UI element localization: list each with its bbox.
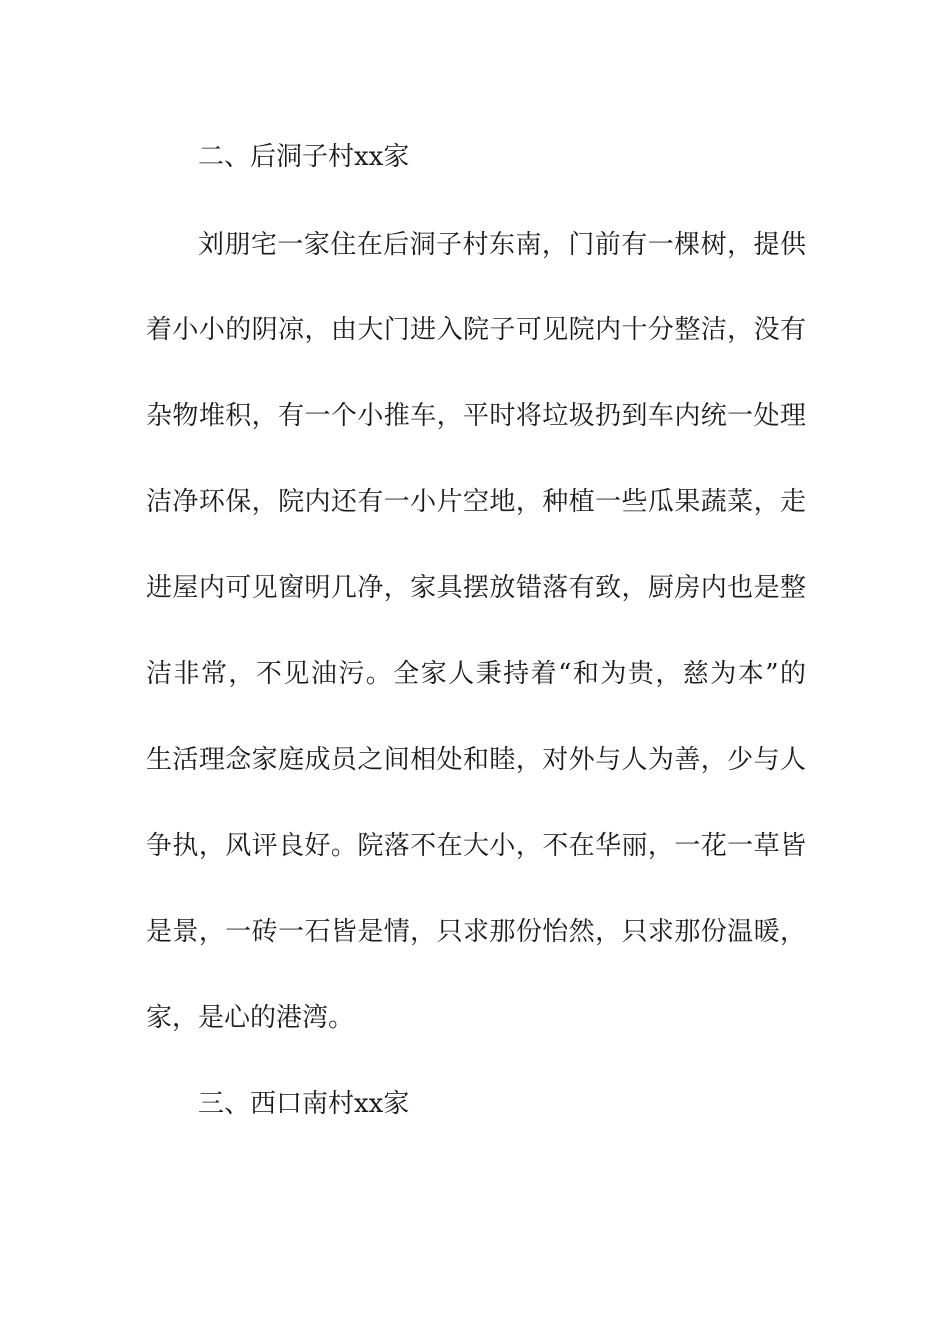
paragraph-line-5: 进屋内可见窗明几净，家具摆放错落有致，厨房内也是整 — [146, 573, 806, 603]
paragraph-line-2: 着小小的阴凉，由大门进入院子可见院内十分整洁，没有 — [146, 315, 806, 345]
paragraph-line-3: 杂物堆积，有一个小推车，平时将垃圾扔到车内统一处理 — [146, 401, 806, 431]
paragraph-line-4: 洁净环保，院内还有一小片空地，种植一些瓜果蔬菜，走 — [146, 487, 806, 517]
paragraph-line-7: 生活理念家庭成员之间相处和睦，对外与人为善，少与人 — [146, 745, 806, 775]
paragraph-line-8: 争执，风评良好。院落不在大小，不在华丽，一花一草皆 — [146, 831, 806, 861]
paragraph-line-10: 家，是心的港湾。 — [146, 1003, 355, 1033]
paragraph-line-9: 是景，一砖一石皆是情，只求那份怡然，只求那份温暖， — [146, 917, 806, 947]
paragraph-line-1: 刘朋宅一家住在后洞子村东南，门前有一棵树，提供 — [198, 230, 806, 260]
paragraph-line-6: 洁非常，不见油污。全家人秉持着“和为贵，慈为本”的 — [146, 659, 806, 689]
section-heading-3: 三、西口南村xx家 — [198, 1089, 410, 1119]
section-heading-2: 二、后洞子村xx家 — [198, 142, 410, 172]
